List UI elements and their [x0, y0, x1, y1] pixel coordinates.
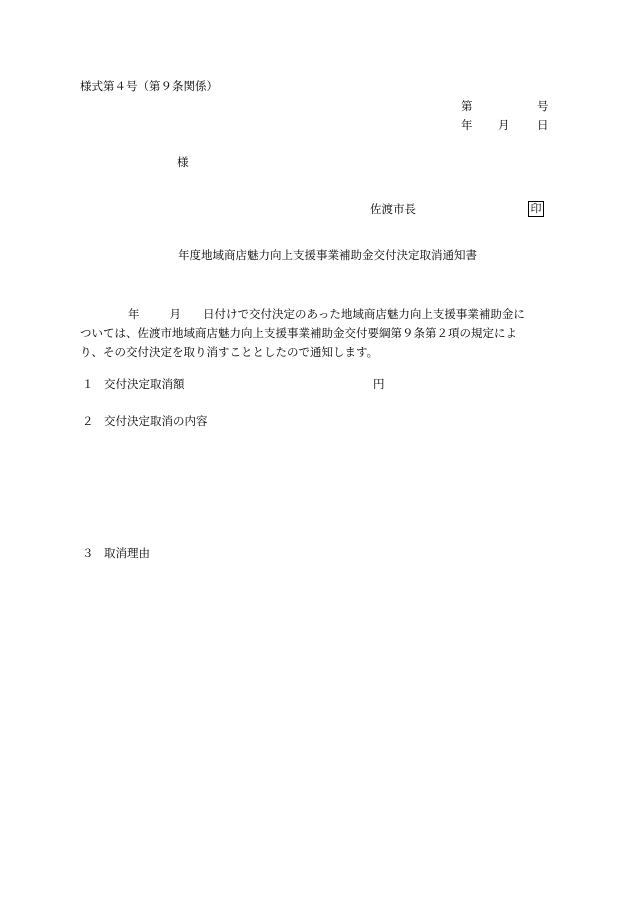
- item-2-number: ２: [82, 414, 94, 428]
- issuer-name: 佐渡市長: [370, 202, 416, 216]
- date-year-label: 年: [461, 118, 473, 132]
- body-year-label: 年: [128, 307, 140, 321]
- item-3-label: 取消理由: [104, 546, 150, 560]
- addressee-honorific: 様: [177, 155, 189, 169]
- item-3-number: ３: [82, 546, 94, 560]
- date-month-label: 月: [498, 118, 510, 132]
- form-number: 様式第４号（第９条関係）: [80, 79, 218, 93]
- document-number-suffix: 号: [537, 99, 549, 113]
- notice-body: [80, 305, 550, 362]
- notice-body-line-2: ついては、佐渡市地域商店魅力向上支援事業補助金交付要綱第９条第２項の規定によ: [80, 326, 517, 340]
- seal-mark: 印: [528, 201, 544, 217]
- item-1-number: １: [82, 377, 94, 391]
- notice-body-line-1: [80, 305, 550, 324]
- document-number-prefix: 第: [461, 99, 473, 113]
- document-title: 年度地域商店魅力向上支援事業補助金交付決定取消通知書: [178, 248, 477, 262]
- item-2-label: 交付決定取消の内容: [104, 414, 208, 428]
- body-line-1-text: 日付けで交付決定のあった地域商店魅力向上支援事業補助金に: [203, 307, 525, 321]
- item-1-label: 交付決定取消額: [104, 377, 185, 391]
- body-month-label: 月: [169, 307, 181, 321]
- date-day-label: 日: [537, 118, 549, 132]
- notice-body-line-3: り、その交付決定を取り消すこととしたので通知します。: [80, 345, 379, 359]
- item-1-unit: 円: [373, 377, 385, 391]
